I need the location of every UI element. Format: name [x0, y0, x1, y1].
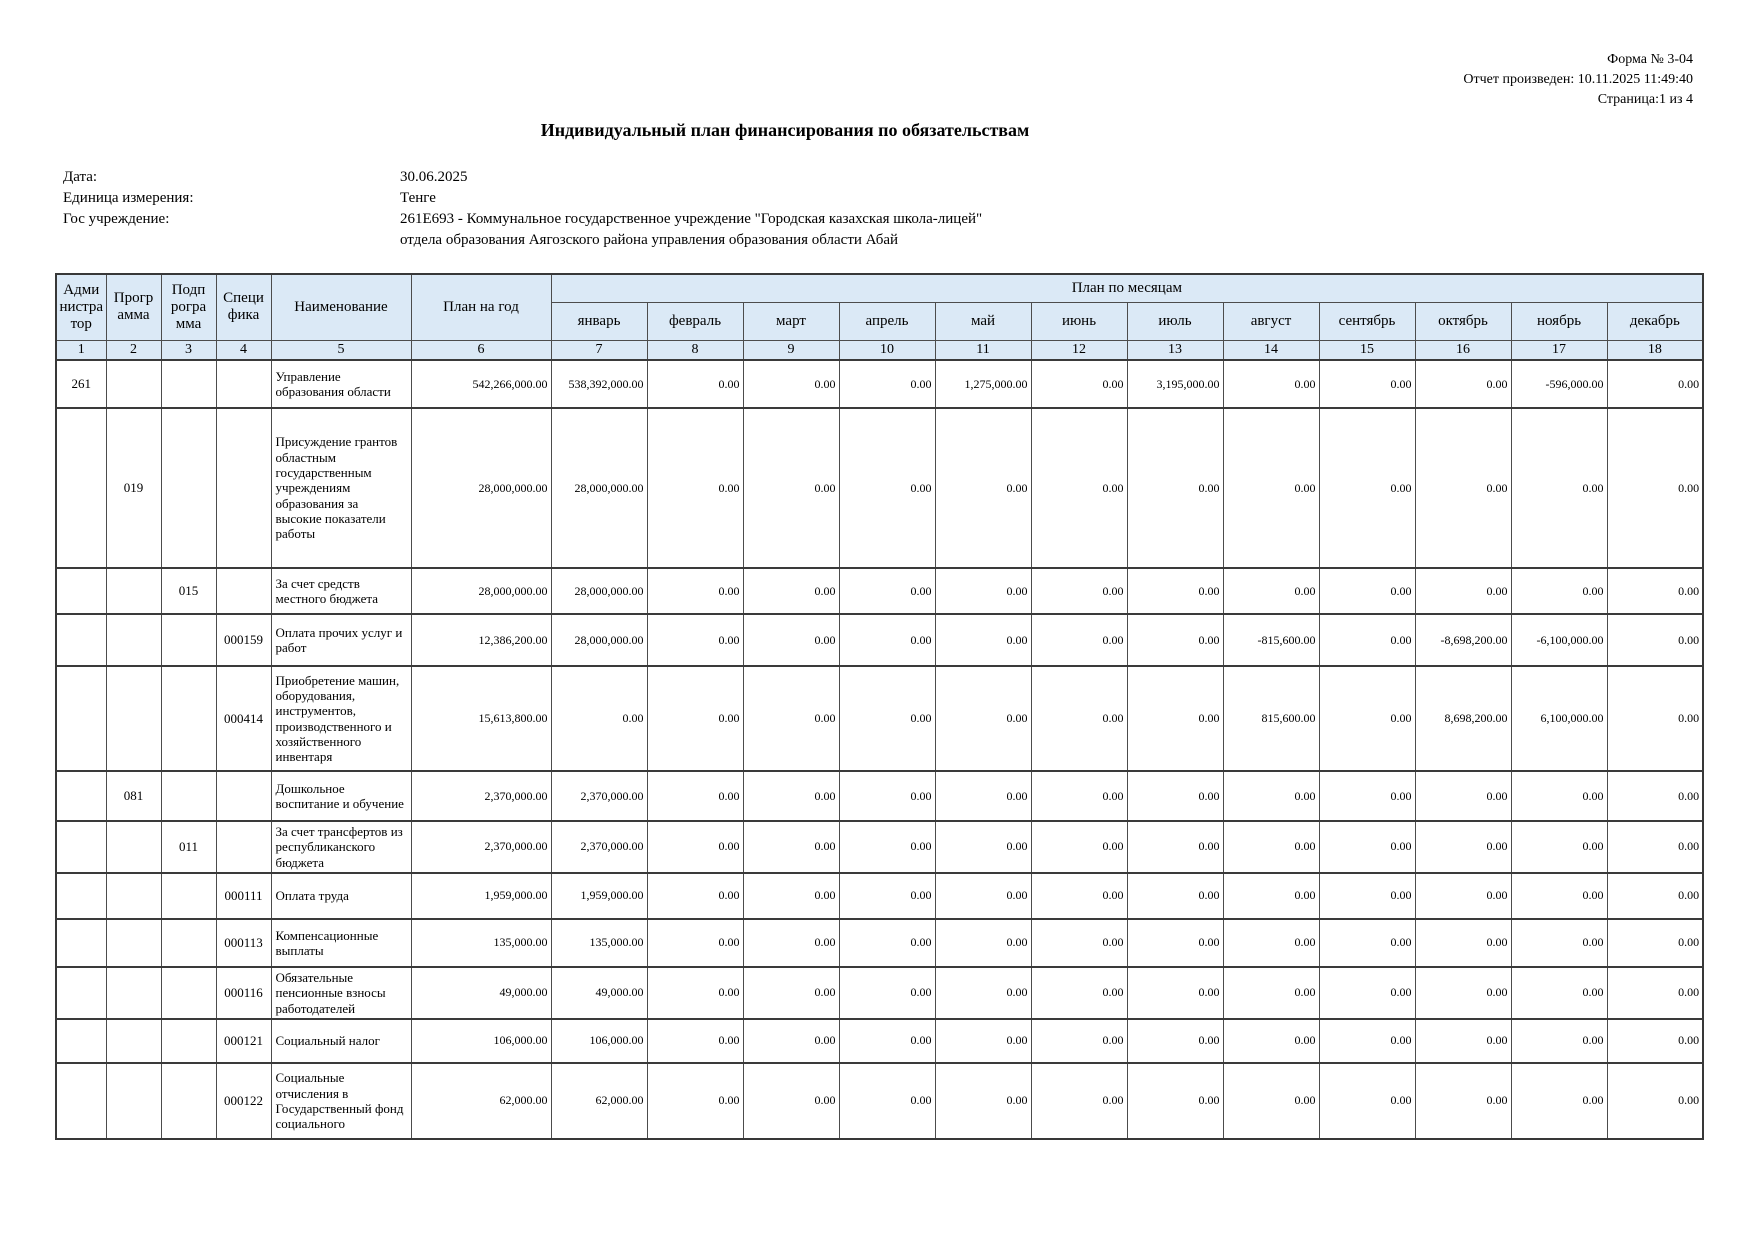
cell-subprogram-code: [161, 771, 216, 821]
cell-month-12: 0.00: [1607, 967, 1703, 1019]
cell-administrator-code: [56, 1019, 106, 1063]
cell-month-2: 0.00: [647, 821, 743, 873]
cell-month-5: 0.00: [935, 967, 1031, 1019]
cell-month-7: 3,195,000.00: [1127, 360, 1223, 408]
cell-month-1: 1,959,000.00: [551, 873, 647, 919]
cell-month-7: 0.00: [1127, 408, 1223, 568]
cell-administrator-code: [56, 614, 106, 666]
cell-month-8: 0.00: [1223, 821, 1319, 873]
cell-name: Социальный налог: [271, 1019, 411, 1063]
meta-row-institution: [55, 209, 1705, 251]
cell-specifics-code: 000116: [216, 967, 271, 1019]
cell-month-4: 0.00: [839, 873, 935, 919]
page-title: Индивидуальный план финансирования по обязательствам: [540, 120, 1030, 140]
cell-month-1: 2,370,000.00: [551, 771, 647, 821]
cell-month-12: 0.00: [1607, 614, 1703, 666]
cell-month-8: 0.00: [1223, 360, 1319, 408]
cell-month-6: 0.00: [1031, 873, 1127, 919]
cell-month-7: 0.00: [1127, 1019, 1223, 1063]
cell-month-3: 0.00: [743, 1019, 839, 1063]
cell-name: За счет средств местного бюджета: [271, 568, 411, 614]
table-row: [56, 1063, 1703, 1139]
cell-plan-year: 2,370,000.00: [411, 821, 551, 873]
cell-month-4: 0.00: [839, 919, 935, 967]
cell-month-6: 0.00: [1031, 919, 1127, 967]
month-header: декабрь: [1607, 302, 1703, 340]
cell-program-code: 019: [106, 408, 161, 568]
cell-month-11: 0.00: [1511, 873, 1607, 919]
cell-month-2: 0.00: [647, 873, 743, 919]
cell-month-7: 0.00: [1127, 873, 1223, 919]
cell-month-6: 0.00: [1031, 408, 1127, 568]
cell-month-3: 0.00: [743, 360, 839, 408]
column-number: 11: [935, 340, 1031, 360]
cell-month-3: 0.00: [743, 771, 839, 821]
cell-month-12: 0.00: [1607, 666, 1703, 771]
cell-subprogram-code: [161, 614, 216, 666]
cell-month-10: 0.00: [1415, 967, 1511, 1019]
form-number: Форма № 3-04: [1607, 52, 1693, 67]
column-number: 10: [839, 340, 935, 360]
cell-specifics-code: [216, 771, 271, 821]
cell-program-code: [106, 919, 161, 967]
cell-program-code: [106, 1019, 161, 1063]
cell-month-10: 0.00: [1415, 873, 1511, 919]
cell-month-1: 0.00: [551, 666, 647, 771]
cell-month-10: 0.00: [1415, 360, 1511, 408]
cell-month-1: 28,000,000.00: [551, 408, 647, 568]
cell-month-2: 0.00: [647, 568, 743, 614]
cell-month-9: 0.00: [1319, 771, 1415, 821]
cell-month-2: 0.00: [647, 1063, 743, 1139]
cell-plan-year: 135,000.00: [411, 919, 551, 967]
cell-month-11: 0.00: [1511, 967, 1607, 1019]
cell-program-code: [106, 1063, 161, 1139]
cell-administrator-code: [56, 666, 106, 771]
cell-month-10: 0.00: [1415, 408, 1511, 568]
cell-specifics-code: 000414: [216, 666, 271, 771]
report-stamp: [55, 50, 1705, 110]
cell-month-9: 0.00: [1319, 666, 1415, 771]
cell-program-code: [106, 360, 161, 408]
cell-specifics-code: 000159: [216, 614, 271, 666]
cell-month-8: 0.00: [1223, 568, 1319, 614]
cell-month-5: 0.00: [935, 919, 1031, 967]
cell-administrator-code: [56, 408, 106, 568]
cell-plan-year: 28,000,000.00: [411, 568, 551, 614]
month-header: март: [743, 302, 839, 340]
cell-month-5: 0.00: [935, 1019, 1031, 1063]
cell-month-8: 0.00: [1223, 408, 1319, 568]
cell-name: Обязательные пенсионные взносы работодателей: [271, 967, 411, 1019]
cell-month-5: 0.00: [935, 666, 1031, 771]
cell-month-11: 0.00: [1511, 408, 1607, 568]
cell-month-9: 0.00: [1319, 873, 1415, 919]
header-months-group: План по месяцам: [551, 274, 1703, 302]
cell-program-code: [106, 666, 161, 771]
cell-month-9: 0.00: [1319, 568, 1415, 614]
column-number: 15: [1319, 340, 1415, 360]
column-number: 7: [551, 340, 647, 360]
cell-name: Оплата труда: [271, 873, 411, 919]
cell-program-code: 081: [106, 771, 161, 821]
cell-specifics-code: [216, 568, 271, 614]
cell-month-3: 0.00: [743, 967, 839, 1019]
column-number: 3: [161, 340, 216, 360]
cell-month-4: 0.00: [839, 666, 935, 771]
cell-month-9: 0.00: [1319, 1063, 1415, 1139]
cell-month-7: 0.00: [1127, 666, 1223, 771]
cell-month-6: 0.00: [1031, 821, 1127, 873]
cell-month-4: 0.00: [839, 408, 935, 568]
table-body: [56, 360, 1703, 1139]
month-header: январь: [551, 302, 647, 340]
unit-value: Тенге: [400, 190, 436, 206]
cell-month-4: 0.00: [839, 771, 935, 821]
cell-month-5: 0.00: [935, 821, 1031, 873]
cell-month-2: 0.00: [647, 771, 743, 821]
cell-month-5: 0.00: [935, 614, 1031, 666]
cell-month-2: 0.00: [647, 408, 743, 568]
cell-month-5: 0.00: [935, 771, 1031, 821]
table-row: [56, 666, 1703, 771]
cell-administrator-code: [56, 873, 106, 919]
table-row: [56, 967, 1703, 1019]
column-number: 16: [1415, 340, 1511, 360]
column-number: 12: [1031, 340, 1127, 360]
cell-month-11: -596,000.00: [1511, 360, 1607, 408]
cell-specifics-code: [216, 821, 271, 873]
cell-administrator-code: [56, 1063, 106, 1139]
cell-program-code: [106, 568, 161, 614]
table-row: [56, 568, 1703, 614]
cell-month-1: 538,392,000.00: [551, 360, 647, 408]
month-header: июнь: [1031, 302, 1127, 340]
cell-month-12: 0.00: [1607, 360, 1703, 408]
cell-month-5: 0.00: [935, 873, 1031, 919]
cell-name: Приобретение машин, оборудования, инструментов, производственного и хозяйственного инвентаря: [271, 666, 411, 771]
column-number: 8: [647, 340, 743, 360]
cell-month-2: 0.00: [647, 919, 743, 967]
table-row: [56, 771, 1703, 821]
table-row: [56, 408, 1703, 568]
institution-label: Гос учреждение:: [63, 211, 170, 227]
cell-month-12: 0.00: [1607, 1019, 1703, 1063]
cell-month-9: 0.00: [1319, 919, 1415, 967]
column-number: 13: [1127, 340, 1223, 360]
cell-month-12: 0.00: [1607, 408, 1703, 568]
column-number: 14: [1223, 340, 1319, 360]
month-header: ноябрь: [1511, 302, 1607, 340]
meta-block: [55, 167, 1705, 251]
cell-month-8: 0.00: [1223, 771, 1319, 821]
cell-month-6: 0.00: [1031, 771, 1127, 821]
column-number: 17: [1511, 340, 1607, 360]
cell-specifics-code: 000111: [216, 873, 271, 919]
cell-month-4: 0.00: [839, 967, 935, 1019]
cell-month-3: 0.00: [743, 821, 839, 873]
cell-plan-year: 28,000,000.00: [411, 408, 551, 568]
cell-month-11: 0.00: [1511, 821, 1607, 873]
cell-month-8: 0.00: [1223, 919, 1319, 967]
month-header: апрель: [839, 302, 935, 340]
cell-month-11: 6,100,000.00: [1511, 666, 1607, 771]
cell-name: Присуждение грантов областным государственным учреждениям образования за высокие показатели работы: [271, 408, 411, 568]
cell-plan-year: 12,386,200.00: [411, 614, 551, 666]
cell-month-3: 0.00: [743, 873, 839, 919]
cell-month-8: 0.00: [1223, 873, 1319, 919]
cell-month-7: 0.00: [1127, 821, 1223, 873]
cell-month-11: 0.00: [1511, 1019, 1607, 1063]
month-header: февраль: [647, 302, 743, 340]
date-value: 30.06.2025: [400, 169, 468, 185]
cell-month-9: 0.00: [1319, 821, 1415, 873]
cell-administrator-code: [56, 771, 106, 821]
cell-subprogram-code: [161, 1063, 216, 1139]
cell-month-11: 0.00: [1511, 568, 1607, 614]
cell-month-11: 0.00: [1511, 771, 1607, 821]
cell-month-5: 0.00: [935, 408, 1031, 568]
cell-month-5: 1,275,000.00: [935, 360, 1031, 408]
column-numbers-row: [56, 340, 1703, 360]
cell-month-12: 0.00: [1607, 1063, 1703, 1139]
cell-month-9: 0.00: [1319, 360, 1415, 408]
cell-name: Дошкольное воспитание и обучение: [271, 771, 411, 821]
cell-month-12: 0.00: [1607, 821, 1703, 873]
cell-administrator-code: 261: [56, 360, 106, 408]
cell-plan-year: 49,000.00: [411, 967, 551, 1019]
cell-plan-year: 62,000.00: [411, 1063, 551, 1139]
cell-plan-year: 2,370,000.00: [411, 771, 551, 821]
cell-month-11: 0.00: [1511, 919, 1607, 967]
cell-month-6: 0.00: [1031, 666, 1127, 771]
cell-plan-year: 106,000.00: [411, 1019, 551, 1063]
cell-month-2: 0.00: [647, 614, 743, 666]
cell-month-7: 0.00: [1127, 614, 1223, 666]
cell-month-7: 0.00: [1127, 771, 1223, 821]
cell-month-3: 0.00: [743, 408, 839, 568]
cell-administrator-code: [56, 967, 106, 1019]
cell-month-3: 0.00: [743, 614, 839, 666]
cell-month-1: 62,000.00: [551, 1063, 647, 1139]
cell-month-7: 0.00: [1127, 967, 1223, 1019]
cell-month-8: 0.00: [1223, 1019, 1319, 1063]
cell-program-code: [106, 821, 161, 873]
month-header: сентябрь: [1319, 302, 1415, 340]
cell-month-4: 0.00: [839, 568, 935, 614]
cell-month-4: 0.00: [839, 360, 935, 408]
cell-month-4: 0.00: [839, 1019, 935, 1063]
cell-program-code: [106, 967, 161, 1019]
page-indicator: Страница:1 из 4: [1597, 92, 1693, 107]
cell-month-2: 0.00: [647, 666, 743, 771]
cell-subprogram-code: [161, 408, 216, 568]
meta-row-date: [55, 167, 1705, 188]
cell-plan-year: 1,959,000.00: [411, 873, 551, 919]
column-number: 18: [1607, 340, 1703, 360]
cell-specifics-code: [216, 408, 271, 568]
cell-plan-year: 542,266,000.00: [411, 360, 551, 408]
cell-subprogram-code: [161, 360, 216, 408]
cell-month-12: 0.00: [1607, 919, 1703, 967]
cell-subprogram-code: [161, 873, 216, 919]
cell-month-12: 0.00: [1607, 568, 1703, 614]
table-row: [56, 360, 1703, 408]
cell-program-code: [106, 873, 161, 919]
cell-administrator-code: [56, 919, 106, 967]
cell-name: Управление образования области: [271, 360, 411, 408]
month-header: август: [1223, 302, 1319, 340]
cell-month-11: -6,100,000.00: [1511, 614, 1607, 666]
cell-month-2: 0.00: [647, 967, 743, 1019]
column-number: 6: [411, 340, 551, 360]
header-program: Прогр амма: [106, 274, 161, 340]
cell-month-9: 0.00: [1319, 408, 1415, 568]
cell-name: Компенсационные выплаты: [271, 919, 411, 967]
report-generated: Отчет произведен: 10.11.2025 11:49:40: [1463, 72, 1693, 87]
cell-month-5: 0.00: [935, 1063, 1031, 1139]
cell-month-1: 49,000.00: [551, 967, 647, 1019]
meta-row-unit: [55, 188, 1705, 209]
cell-month-1: 28,000,000.00: [551, 614, 647, 666]
column-number: 1: [56, 340, 106, 360]
cell-subprogram-code: [161, 666, 216, 771]
cell-specifics-code: 000122: [216, 1063, 271, 1139]
cell-month-8: -815,600.00: [1223, 614, 1319, 666]
cell-month-5: 0.00: [935, 568, 1031, 614]
cell-month-12: 0.00: [1607, 873, 1703, 919]
cell-month-1: 2,370,000.00: [551, 821, 647, 873]
cell-month-7: 0.00: [1127, 919, 1223, 967]
institution-value: 261E693 - Коммунальное государственное учреждение "Городская казахская школа-лицей" отдела образования Аягозского района управления образования области Абай: [400, 211, 983, 248]
header-name: Наименование: [271, 274, 411, 340]
cell-month-10: 0.00: [1415, 771, 1511, 821]
month-header: июль: [1127, 302, 1223, 340]
cell-month-1: 135,000.00: [551, 919, 647, 967]
cell-month-3: 0.00: [743, 568, 839, 614]
cell-subprogram-code: [161, 919, 216, 967]
cell-month-4: 0.00: [839, 821, 935, 873]
cell-subprogram-code: [161, 1019, 216, 1063]
cell-administrator-code: [56, 568, 106, 614]
header-subprogram: Подп рогра мма: [161, 274, 216, 340]
cell-month-7: 0.00: [1127, 1063, 1223, 1139]
cell-month-2: 0.00: [647, 1019, 743, 1063]
table-row: [56, 821, 1703, 873]
cell-program-code: [106, 614, 161, 666]
cell-month-9: 0.00: [1319, 614, 1415, 666]
cell-subprogram-code: [161, 967, 216, 1019]
cell-subprogram-code: 011: [161, 821, 216, 873]
cell-month-10: 0.00: [1415, 1063, 1511, 1139]
cell-month-7: 0.00: [1127, 568, 1223, 614]
cell-plan-year: 15,613,800.00: [411, 666, 551, 771]
cell-month-8: 0.00: [1223, 967, 1319, 1019]
month-header: май: [935, 302, 1031, 340]
column-number: 9: [743, 340, 839, 360]
table-row: [56, 873, 1703, 919]
cell-month-10: 8,698,200.00: [1415, 666, 1511, 771]
unit-label: Единица измерения:: [63, 190, 194, 206]
cell-month-1: 106,000.00: [551, 1019, 647, 1063]
cell-name: За счет трансфертов из республиканского бюджета: [271, 821, 411, 873]
table-row: [56, 614, 1703, 666]
cell-month-8: 0.00: [1223, 1063, 1319, 1139]
cell-month-6: 0.00: [1031, 614, 1127, 666]
cell-month-1: 28,000,000.00: [551, 568, 647, 614]
cell-month-6: 0.00: [1031, 967, 1127, 1019]
cell-month-6: 0.00: [1031, 1019, 1127, 1063]
cell-name: Социальные отчисления в Государственный фонд социального: [271, 1063, 411, 1139]
cell-month-6: 0.00: [1031, 568, 1127, 614]
cell-month-4: 0.00: [839, 1063, 935, 1139]
cell-administrator-code: [56, 821, 106, 873]
cell-month-4: 0.00: [839, 614, 935, 666]
cell-month-9: 0.00: [1319, 967, 1415, 1019]
cell-month-2: 0.00: [647, 360, 743, 408]
cell-name: Оплата прочих услуг и работ: [271, 614, 411, 666]
cell-month-3: 0.00: [743, 1063, 839, 1139]
cell-subprogram-code: 015: [161, 568, 216, 614]
cell-month-11: 0.00: [1511, 1063, 1607, 1139]
cell-month-3: 0.00: [743, 919, 839, 967]
cell-month-10: -8,698,200.00: [1415, 614, 1511, 666]
month-header: октябрь: [1415, 302, 1511, 340]
cell-month-10: 0.00: [1415, 821, 1511, 873]
table-row: [56, 1019, 1703, 1063]
header-plan-year: План на год: [411, 274, 551, 340]
financing-plan-table: [55, 273, 1704, 1140]
header-specifics: Специ фика: [216, 274, 271, 340]
cell-month-8: 815,600.00: [1223, 666, 1319, 771]
cell-month-6: 0.00: [1031, 360, 1127, 408]
cell-month-6: 0.00: [1031, 1063, 1127, 1139]
column-number: 4: [216, 340, 271, 360]
cell-month-12: 0.00: [1607, 771, 1703, 821]
header-administrator: Адми нистра тор: [56, 274, 106, 340]
date-label: Дата:: [63, 169, 98, 185]
cell-month-10: 0.00: [1415, 1019, 1511, 1063]
column-number: 2: [106, 340, 161, 360]
cell-month-3: 0.00: [743, 666, 839, 771]
cell-month-10: 0.00: [1415, 919, 1511, 967]
cell-month-10: 0.00: [1415, 568, 1511, 614]
document-page: [55, 0, 1705, 1140]
cell-specifics-code: 000113: [216, 919, 271, 967]
cell-specifics-code: [216, 360, 271, 408]
table-row: [56, 919, 1703, 967]
cell-month-9: 0.00: [1319, 1019, 1415, 1063]
cell-specifics-code: 000121: [216, 1019, 271, 1063]
column-number: 5: [271, 340, 411, 360]
